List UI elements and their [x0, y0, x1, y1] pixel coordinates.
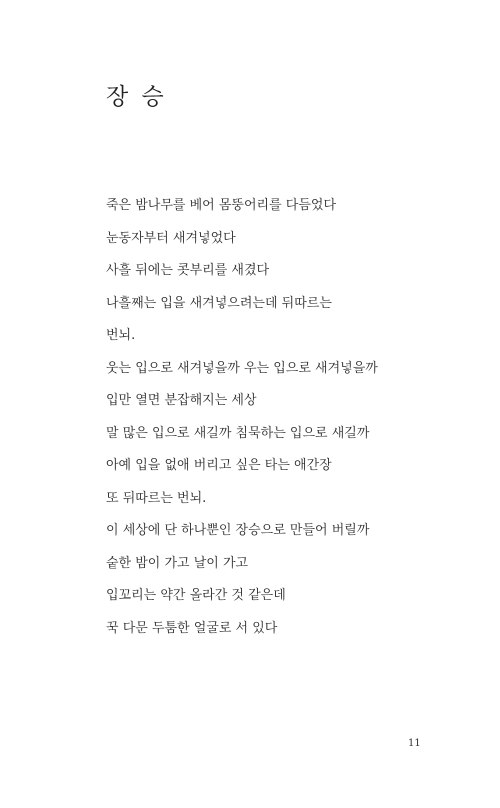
- poem-line: 웃는 입으로 새겨넣을까 우는 입으로 새겨넣을까: [106, 360, 378, 376]
- poem-line: 사흘 뒤에는 콧부리를 새겼다: [106, 263, 270, 278]
- poem-line: 입꼬리는 약간 올라간 것 같은데: [106, 588, 286, 603]
- poem-line: 입만 열면 분잡해지는 세상: [106, 393, 257, 408]
- poem-body: [106, 195, 378, 650]
- poem-line: 말 많은 입으로 새길까 침묵하는 입으로 새길까: [106, 425, 370, 441]
- poem-title: 장 승: [106, 84, 167, 110]
- poem-line: 숱한 밤이 가고 날이 가고: [106, 555, 249, 571]
- poem-line: 눈동자부터 새겨넣었다: [106, 230, 236, 246]
- poem-line: 꾹 다문 두툼한 얼굴로 서 있다: [106, 620, 278, 636]
- page-number: 11: [408, 738, 421, 749]
- poem-line: 이 세상에 단 하나뿐인 장승으로 만들어 버릴까: [106, 523, 370, 538]
- poem-line: 또 뒤따르는 번뇌.: [106, 490, 207, 506]
- poem-line: 나흘째는 입을 새겨넣으려는데 뒤따르는: [106, 295, 332, 311]
- poem-line: 번뇌.: [106, 328, 136, 343]
- poem-line: 죽은 밤나무를 베어 몸뚱어리를 다듬었다: [106, 198, 337, 213]
- poem-line: 아예 입을 없애 버리고 싶은 타는 애간장: [106, 458, 332, 473]
